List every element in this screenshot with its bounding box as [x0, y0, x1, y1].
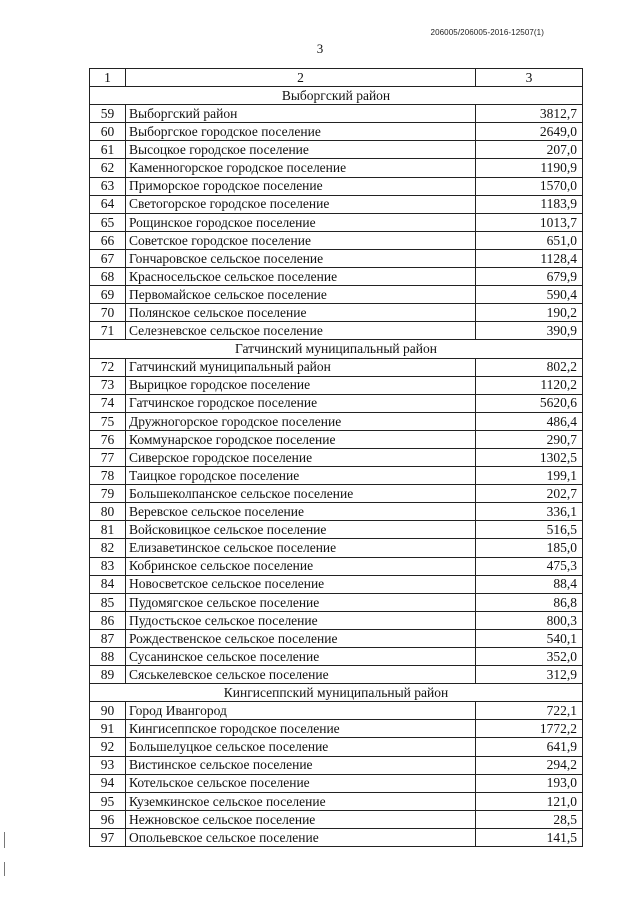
row-value: 722,1 [476, 702, 583, 720]
row-name: Приморское городское поселение [126, 177, 476, 195]
row-value: 202,7 [476, 485, 583, 503]
row-value: 475,3 [476, 557, 583, 575]
row-value: 679,9 [476, 268, 583, 286]
row-number: 91 [90, 720, 126, 738]
table-row [90, 123, 583, 141]
row-number: 94 [90, 774, 126, 792]
scan-edge-mark [4, 862, 5, 876]
table-row [90, 720, 583, 738]
row-name: Светогорское городское поселение [126, 195, 476, 213]
row-number: 88 [90, 648, 126, 666]
row-name: Новосветское сельское поселение [126, 575, 476, 593]
row-name: Таицкое городское поселение [126, 467, 476, 485]
table-row [90, 304, 583, 322]
row-value: 516,5 [476, 521, 583, 539]
row-value: 199,1 [476, 467, 583, 485]
row-name: Нежновское сельское поселение [126, 810, 476, 828]
section-row [90, 340, 583, 358]
row-value: 3812,7 [476, 105, 583, 123]
row-value: 486,4 [476, 412, 583, 430]
row-number: 59 [90, 105, 126, 123]
section-title: Кингисеппский муниципальный район [90, 684, 583, 702]
row-name: Рощинское городское поселение [126, 213, 476, 231]
row-name: Кобринское сельское поселение [126, 557, 476, 575]
row-value: 5620,6 [476, 394, 583, 412]
row-number: 97 [90, 828, 126, 846]
document-id: 206005/206005-2016-12507(1) [430, 28, 544, 37]
row-value: 540,1 [476, 629, 583, 647]
table-row [90, 575, 583, 593]
row-name: Гончаровское сельское поселение [126, 249, 476, 267]
row-value: 641,9 [476, 738, 583, 756]
row-value: 185,0 [476, 539, 583, 557]
row-number: 87 [90, 629, 126, 647]
row-number: 77 [90, 448, 126, 466]
row-name: Город Ивангород [126, 702, 476, 720]
row-name: Пудостьское сельское поселение [126, 611, 476, 629]
row-name: Сяськелевское сельское поселение [126, 666, 476, 684]
table-row [90, 105, 583, 123]
row-name: Первомайское сельское поселение [126, 286, 476, 304]
row-name: Веревское сельское поселение [126, 503, 476, 521]
table-row [90, 394, 583, 412]
row-value: 88,4 [476, 575, 583, 593]
row-number: 84 [90, 575, 126, 593]
row-number: 75 [90, 412, 126, 430]
row-number: 62 [90, 159, 126, 177]
row-number: 72 [90, 358, 126, 376]
row-name: Пудомягское сельское поселение [126, 593, 476, 611]
table-row [90, 286, 583, 304]
table-row [90, 666, 583, 684]
row-name: Сиверское городское поселение [126, 448, 476, 466]
row-number: 71 [90, 322, 126, 340]
row-number: 83 [90, 557, 126, 575]
table-row [90, 467, 583, 485]
row-name: Полянское сельское поселение [126, 304, 476, 322]
row-name: Высоцкое городское поселение [126, 141, 476, 159]
column-header-3: 3 [476, 69, 583, 87]
row-value: 1772,2 [476, 720, 583, 738]
row-name: Елизаветинское сельское поселение [126, 539, 476, 557]
table-row [90, 322, 583, 340]
row-value: 802,2 [476, 358, 583, 376]
row-number: 70 [90, 304, 126, 322]
row-number: 85 [90, 593, 126, 611]
row-name: Опольевское сельское поселение [126, 828, 476, 846]
row-name: Куземкинское сельское поселение [126, 792, 476, 810]
table-row [90, 629, 583, 647]
table-row [90, 539, 583, 557]
row-name: Дружногорское городское поселение [126, 412, 476, 430]
row-number: 82 [90, 539, 126, 557]
table-row [90, 213, 583, 231]
row-value: 290,7 [476, 430, 583, 448]
row-number: 79 [90, 485, 126, 503]
page-number: 3 [316, 41, 324, 56]
column-header-2: 2 [126, 69, 476, 87]
table-row [90, 810, 583, 828]
row-name: Гатчинское городское поселение [126, 394, 476, 412]
row-number: 76 [90, 430, 126, 448]
row-name: Котельское сельское поселение [126, 774, 476, 792]
row-value: 1013,7 [476, 213, 583, 231]
table-row [90, 503, 583, 521]
row-name: Гатчинский муниципальный район [126, 358, 476, 376]
row-value: 141,5 [476, 828, 583, 846]
row-value: 590,4 [476, 286, 583, 304]
row-value: 207,0 [476, 141, 583, 159]
section-row [90, 87, 583, 105]
row-name: Сусанинское сельское поселение [126, 648, 476, 666]
table-row [90, 828, 583, 846]
table-row [90, 268, 583, 286]
row-value: 28,5 [476, 810, 583, 828]
table-body [90, 69, 583, 847]
table-row [90, 756, 583, 774]
row-name: Выборгское городское поселение [126, 123, 476, 141]
row-value: 1128,4 [476, 249, 583, 267]
row-value: 1120,2 [476, 376, 583, 394]
row-number: 74 [90, 394, 126, 412]
row-number: 63 [90, 177, 126, 195]
table-row [90, 141, 583, 159]
row-number: 80 [90, 503, 126, 521]
row-value: 352,0 [476, 648, 583, 666]
column-header-1: 1 [90, 69, 126, 87]
row-value: 193,0 [476, 774, 583, 792]
section-row [90, 684, 583, 702]
row-value: 651,0 [476, 231, 583, 249]
table-row [90, 792, 583, 810]
row-number: 64 [90, 195, 126, 213]
table-header-row [90, 69, 583, 87]
row-number: 61 [90, 141, 126, 159]
row-value: 390,9 [476, 322, 583, 340]
table-row [90, 702, 583, 720]
row-value: 1302,5 [476, 448, 583, 466]
row-value: 121,0 [476, 792, 583, 810]
table-row [90, 593, 583, 611]
row-number: 67 [90, 249, 126, 267]
row-name: Селезневское сельское поселение [126, 322, 476, 340]
table-row [90, 177, 583, 195]
row-name: Каменногорское городское поселение [126, 159, 476, 177]
row-name: Большеколпанское сельское поселение [126, 485, 476, 503]
row-value: 800,3 [476, 611, 583, 629]
table-row [90, 159, 583, 177]
row-value: 2649,0 [476, 123, 583, 141]
row-name: Красносельское сельское поселение [126, 268, 476, 286]
row-number: 90 [90, 702, 126, 720]
table-row [90, 231, 583, 249]
table-row [90, 738, 583, 756]
row-name: Выборгский район [126, 105, 476, 123]
table-row [90, 611, 583, 629]
row-value: 294,2 [476, 756, 583, 774]
row-number: 60 [90, 123, 126, 141]
row-number: 95 [90, 792, 126, 810]
row-name: Вистинское сельское поселение [126, 756, 476, 774]
row-number: 78 [90, 467, 126, 485]
row-number: 92 [90, 738, 126, 756]
table-row [90, 485, 583, 503]
row-value: 1190,9 [476, 159, 583, 177]
table-row [90, 448, 583, 466]
row-number: 93 [90, 756, 126, 774]
row-value: 190,2 [476, 304, 583, 322]
row-name: Вырицкое городское поселение [126, 376, 476, 394]
table-row [90, 430, 583, 448]
table-row [90, 376, 583, 394]
row-value: 86,8 [476, 593, 583, 611]
table-row [90, 249, 583, 267]
row-name: Коммунарское городское поселение [126, 430, 476, 448]
row-number: 89 [90, 666, 126, 684]
section-title: Выборгский район [90, 87, 583, 105]
row-name: Войсковицкое сельское поселение [126, 521, 476, 539]
row-name: Большелуцкое сельское поселение [126, 738, 476, 756]
row-number: 86 [90, 611, 126, 629]
row-number: 96 [90, 810, 126, 828]
row-number: 66 [90, 231, 126, 249]
table-row [90, 521, 583, 539]
row-number: 65 [90, 213, 126, 231]
table-row [90, 774, 583, 792]
row-name: Советское городское поселение [126, 231, 476, 249]
table-row [90, 412, 583, 430]
row-number: 68 [90, 268, 126, 286]
table-row [90, 195, 583, 213]
row-value: 312,9 [476, 666, 583, 684]
table-row [90, 648, 583, 666]
scan-edge-mark [4, 832, 5, 848]
row-value: 1570,0 [476, 177, 583, 195]
section-title: Гатчинский муниципальный район [90, 340, 583, 358]
row-number: 81 [90, 521, 126, 539]
row-name: Кингисеппское городское поселение [126, 720, 476, 738]
row-number: 69 [90, 286, 126, 304]
table-row [90, 358, 583, 376]
row-number: 73 [90, 376, 126, 394]
table-row [90, 557, 583, 575]
row-value: 336,1 [476, 503, 583, 521]
row-value: 1183,9 [476, 195, 583, 213]
row-name: Рождественское сельское поселение [126, 629, 476, 647]
settlements-table [89, 68, 583, 847]
